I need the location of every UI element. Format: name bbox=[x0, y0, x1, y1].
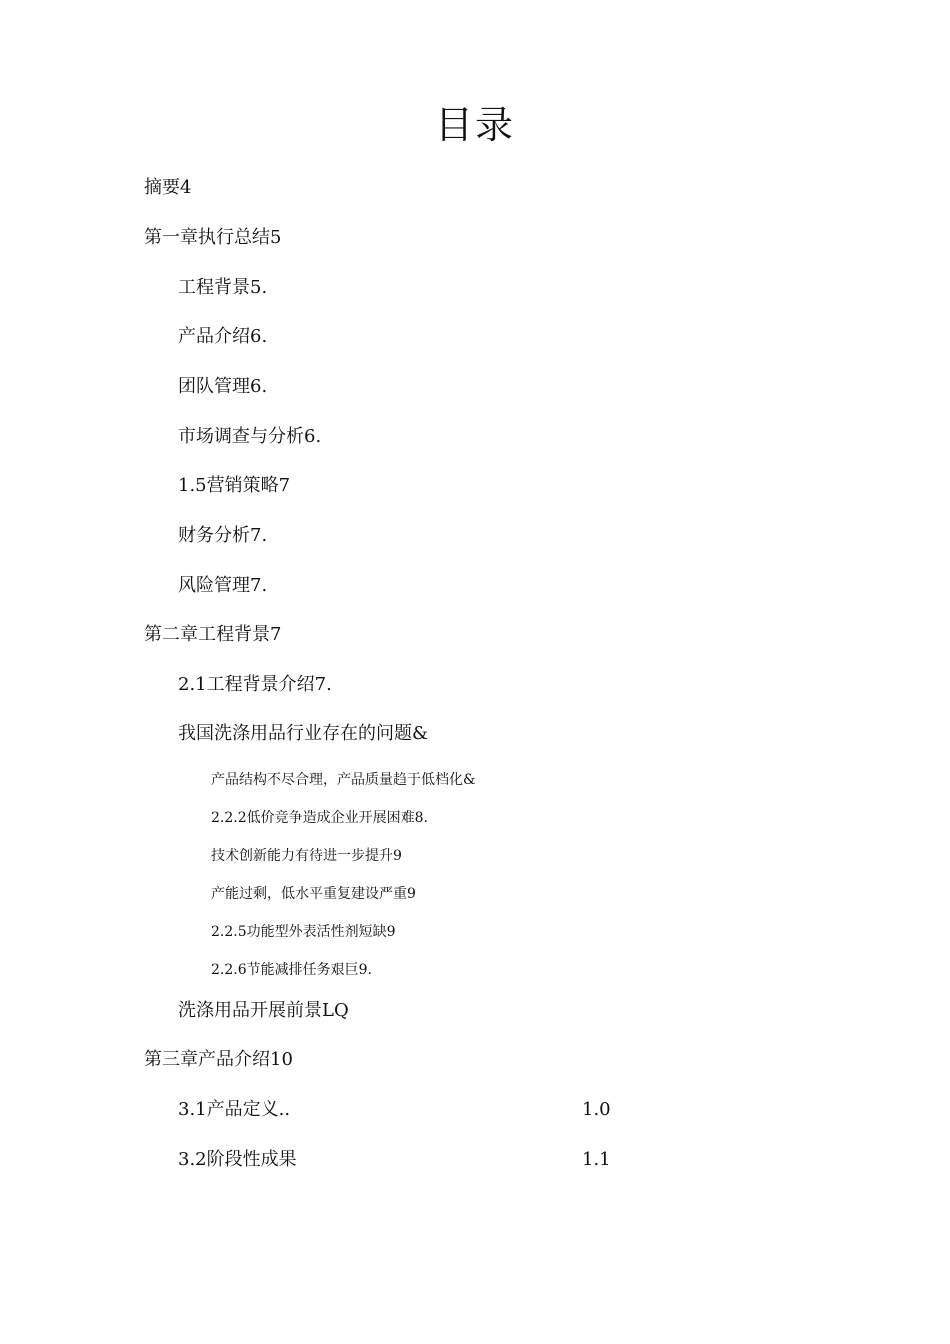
toc-entry-3-1[interactable]: 3.1产品定义.. bbox=[178, 1099, 291, 1120]
toc-page-number: 1.0 bbox=[582, 1099, 611, 1120]
toc-entry-3-2[interactable]: 3.2阶段性成果 bbox=[178, 1149, 297, 1170]
toc-entry-1-5[interactable]: 1.5营销策略7 bbox=[178, 475, 291, 496]
toc-entry-1-6[interactable]: 财务分析7. bbox=[178, 525, 268, 546]
toc-entry-chapter-2[interactable]: 第二章工程背景7 bbox=[144, 624, 282, 645]
toc-entry-1-2[interactable]: 产品介绍6. bbox=[178, 326, 268, 347]
toc-entry-chapter-1[interactable]: 第一章执行总结5 bbox=[144, 227, 282, 248]
toc-entry-1-3[interactable]: 团队管理6. bbox=[178, 376, 268, 397]
toc-entry-2-2[interactable]: 我国洗涤用品行业存在的问题& bbox=[178, 723, 429, 744]
toc-entry-chapter-3[interactable]: 第三章产品介绍10 bbox=[144, 1049, 293, 1070]
toc-page-number: 1.1 bbox=[582, 1149, 611, 1170]
toc-entry-1-7[interactable]: 风险管理7. bbox=[178, 575, 268, 596]
toc-entry-2-2-1[interactable]: 产品结构不尽合理，产品质量趋于低档化& bbox=[211, 772, 476, 788]
toc-entry-1-1[interactable]: 工程背景5. bbox=[178, 277, 268, 298]
toc-entry-1-4[interactable]: 市场调查与分析6. bbox=[178, 426, 322, 447]
toc-entry-2-2-4[interactable]: 产能过剩，低水平重复建设严重9 bbox=[211, 886, 416, 902]
toc-entry-2-2-5[interactable]: 2.2.5功能型外表活性剂短缺9 bbox=[211, 924, 396, 940]
toc-entry-2-3[interactable]: 洗涤用品开展前景LQ bbox=[178, 1000, 349, 1021]
toc-entry-2-2-6[interactable]: 2.2.6节能减排任务艰巨9. bbox=[211, 962, 372, 978]
page-title: 目录 bbox=[434, 103, 515, 147]
toc-entry-2-2-3[interactable]: 技术创新能力有待进一步提升9 bbox=[211, 848, 402, 864]
toc-entry-2-1[interactable]: 2.1工程背景介绍7. bbox=[178, 674, 332, 695]
toc-entry-abstract[interactable]: 摘要4 bbox=[144, 177, 192, 198]
toc-entry-2-2-2[interactable]: 2.2.2低价竞争造成企业开展困难8. bbox=[211, 810, 428, 826]
